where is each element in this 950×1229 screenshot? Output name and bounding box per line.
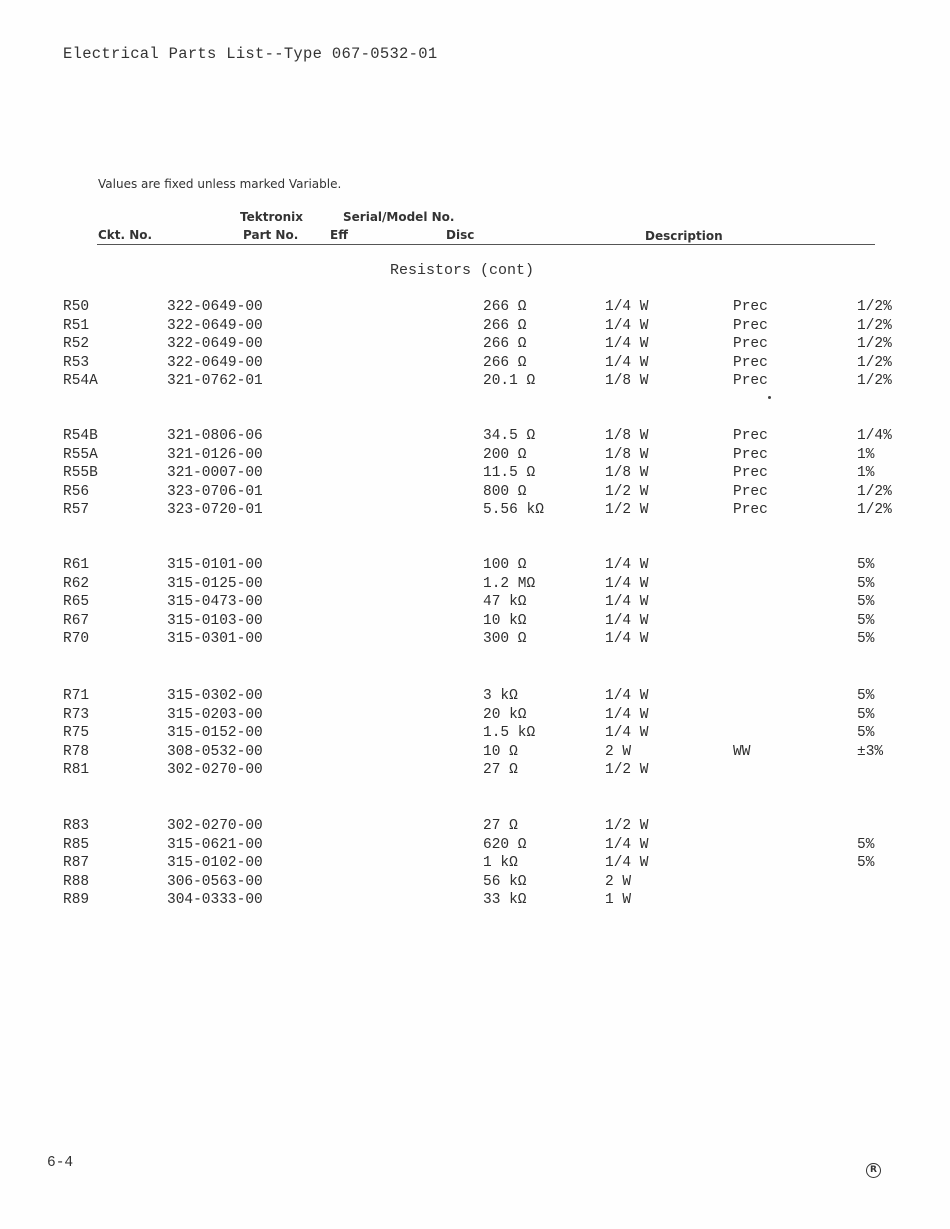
cell-value: 1.2 MΩ xyxy=(483,575,536,592)
cell-part: 315-0103-00 xyxy=(167,612,263,629)
header-description: Description xyxy=(645,229,723,243)
cell-part: 304-0333-00 xyxy=(167,892,263,908)
cell-wattage: 1/4 W xyxy=(605,725,649,741)
cell-part: 315-0203-00 xyxy=(167,706,263,723)
cell-type: Prec xyxy=(733,373,768,389)
cell-value: 34.5 Ω xyxy=(483,428,536,444)
header-disc: Disc xyxy=(446,228,475,242)
cell-ckt: R78 xyxy=(63,743,90,760)
cell-wattage: 1/4 W xyxy=(605,612,649,629)
cell-tolerance: 1/2% xyxy=(857,317,892,334)
cell-part: 315-0102-00 xyxy=(167,855,263,871)
cell-value: 27 Ω xyxy=(483,818,518,834)
cell-ckt: R87 xyxy=(63,855,90,871)
cell-type: Prec xyxy=(733,317,768,334)
cell-tolerance: 5% xyxy=(857,594,875,610)
table-row xyxy=(0,447,950,465)
cell-wattage: 1/4 W xyxy=(605,354,649,371)
table-row xyxy=(0,855,950,873)
cell-ckt: R62 xyxy=(63,575,90,592)
table-row xyxy=(0,502,950,520)
cell-wattage: 1/2 W xyxy=(605,762,649,778)
table-row xyxy=(0,428,950,446)
cell-part: 306-0563-00 xyxy=(167,873,263,890)
cell-wattage: 1/8 W xyxy=(605,373,649,389)
cell-part: 322-0649-00 xyxy=(167,336,263,352)
cell-value: 27 Ω xyxy=(483,762,518,778)
cell-ckt: R57 xyxy=(63,502,90,518)
cell-type: Prec xyxy=(733,446,768,463)
table-row xyxy=(0,874,950,892)
cell-ckt: R50 xyxy=(63,299,90,315)
table-row xyxy=(0,576,950,594)
cell-tolerance: 1/2% xyxy=(857,373,892,389)
table-row xyxy=(0,707,950,725)
cell-tolerance: 1/2% xyxy=(857,299,892,315)
cell-ckt: R65 xyxy=(63,594,90,610)
cell-wattage: 1/2 W xyxy=(605,818,649,834)
cell-value: 11.5 Ω xyxy=(483,465,536,481)
cell-part: 321-0007-00 xyxy=(167,465,263,481)
cell-value: 266 Ω xyxy=(483,336,527,352)
table-row xyxy=(0,373,950,391)
cell-value: 1 kΩ xyxy=(483,855,518,871)
cell-type: Prec xyxy=(733,465,768,481)
header-tektronix: Tektronix xyxy=(240,210,304,224)
cell-part: 322-0649-00 xyxy=(167,317,263,334)
cell-tolerance: 1/4% xyxy=(857,428,892,444)
header-ckt-no: Ckt. No. xyxy=(98,228,153,242)
cell-ckt: R55A xyxy=(63,446,98,463)
cell-wattage: 2 W xyxy=(605,743,632,760)
cell-value: 266 Ω xyxy=(483,354,527,371)
cell-wattage: 1/8 W xyxy=(605,465,649,481)
table-row xyxy=(0,557,950,575)
cell-ckt: R88 xyxy=(63,873,90,890)
registered-mark-icon: R xyxy=(866,1163,881,1178)
cell-wattage: 1/4 W xyxy=(605,836,649,853)
cell-wattage: 1/4 W xyxy=(605,631,649,647)
cell-type: Prec xyxy=(733,354,768,371)
cell-value: 47 kΩ xyxy=(483,594,527,610)
cell-tolerance: 5% xyxy=(857,836,875,853)
cell-ckt: R83 xyxy=(63,818,90,834)
cell-part: 315-0302-00 xyxy=(167,688,263,704)
cell-part: 315-0152-00 xyxy=(167,725,263,741)
cell-value: 620 Ω xyxy=(483,836,527,853)
cell-value: 1.5 kΩ xyxy=(483,725,536,741)
cell-tolerance: 1/2% xyxy=(857,354,892,371)
cell-type: Prec xyxy=(733,336,768,352)
cell-value: 33 kΩ xyxy=(483,892,527,908)
cell-wattage: 2 W xyxy=(605,873,632,890)
table-row xyxy=(0,465,950,483)
cell-value: 266 Ω xyxy=(483,299,527,315)
table-row xyxy=(0,631,950,649)
cell-part: 321-0126-00 xyxy=(167,446,263,463)
cell-ckt: R67 xyxy=(63,612,90,629)
intro-note: Values are fixed unless marked Variable. xyxy=(98,177,342,191)
cell-tolerance: 1% xyxy=(857,446,875,463)
cell-tolerance: 1/2% xyxy=(857,502,892,518)
table-row xyxy=(0,744,950,762)
cell-wattage: 1/4 W xyxy=(605,557,649,573)
cell-ckt: R61 xyxy=(63,557,90,573)
cell-wattage: 1/8 W xyxy=(605,446,649,463)
cell-wattage: 1/4 W xyxy=(605,594,649,610)
cell-part: 315-0125-00 xyxy=(167,575,263,592)
table-row xyxy=(0,299,950,317)
cell-ckt: R53 xyxy=(63,354,90,371)
table-row xyxy=(0,613,950,631)
cell-tolerance: 5% xyxy=(857,706,875,723)
cell-wattage: 1/4 W xyxy=(605,688,649,704)
cell-part: 323-0706-01 xyxy=(167,483,263,500)
cell-wattage: 1/4 W xyxy=(605,575,649,592)
cell-ckt: R51 xyxy=(63,317,90,334)
table-row xyxy=(0,688,950,706)
cell-value: 56 kΩ xyxy=(483,873,527,890)
cell-ckt: R89 xyxy=(63,892,90,908)
cell-type: Prec xyxy=(733,428,768,444)
cell-ckt: R73 xyxy=(63,706,90,723)
cell-value: 100 Ω xyxy=(483,557,527,573)
cell-value: 3 kΩ xyxy=(483,688,518,704)
table-row xyxy=(0,594,950,612)
cell-type: WW xyxy=(733,743,751,760)
header-serial-model: Serial/Model No. xyxy=(343,210,455,224)
table-row xyxy=(0,892,950,910)
cell-wattage: 1 W xyxy=(605,892,632,908)
cell-wattage: 1/4 W xyxy=(605,706,649,723)
cell-tolerance: 1/2% xyxy=(857,483,892,500)
cell-value: 5.56 kΩ xyxy=(483,502,544,518)
cell-type: Prec xyxy=(733,483,768,500)
cell-tolerance: 5% xyxy=(857,855,875,871)
cell-type: Prec xyxy=(733,299,768,315)
cell-tolerance: 1% xyxy=(857,465,875,481)
cell-wattage: 1/4 W xyxy=(605,336,649,352)
table-row xyxy=(0,818,950,836)
cell-part: 315-0473-00 xyxy=(167,594,263,610)
cell-tolerance: ±3% xyxy=(857,743,884,760)
cell-part: 308-0532-00 xyxy=(167,743,263,760)
cell-wattage: 1/2 W xyxy=(605,483,649,500)
cell-part: 302-0270-00 xyxy=(167,762,263,778)
cell-tolerance: 5% xyxy=(857,575,875,592)
section-title: Resistors (cont) xyxy=(390,262,535,279)
cell-ckt: R70 xyxy=(63,631,90,647)
cell-ckt: R52 xyxy=(63,336,90,352)
cell-part: 321-0806-06 xyxy=(167,428,263,444)
table-row xyxy=(0,318,950,336)
cell-wattage: 1/8 W xyxy=(605,428,649,444)
cell-tolerance: 5% xyxy=(857,725,875,741)
cell-tolerance: 5% xyxy=(857,557,875,573)
cell-part: 323-0720-01 xyxy=(167,502,263,518)
header-part-no: Part No. xyxy=(243,228,299,242)
cell-type: Prec xyxy=(733,502,768,518)
cell-part: 315-0621-00 xyxy=(167,836,263,853)
cell-ckt: R55B xyxy=(63,465,98,481)
header-divider xyxy=(97,244,875,245)
cell-ckt: R71 xyxy=(63,688,90,704)
cell-part: 315-0101-00 xyxy=(167,557,263,573)
table-row xyxy=(0,355,950,373)
cell-ckt: R56 xyxy=(63,483,90,500)
cell-value: 200 Ω xyxy=(483,446,527,463)
cell-tolerance: 5% xyxy=(857,612,875,629)
table-row xyxy=(0,762,950,780)
cell-ckt: R54A xyxy=(63,373,98,389)
cell-part: 321-0762-01 xyxy=(167,373,263,389)
cell-value: 20 kΩ xyxy=(483,706,527,723)
cell-value: 800 Ω xyxy=(483,483,527,500)
cell-value: 300 Ω xyxy=(483,631,527,647)
table-row xyxy=(0,725,950,743)
cell-tolerance: 1/2% xyxy=(857,336,892,352)
cell-tolerance: 5% xyxy=(857,688,875,704)
cell-part: 302-0270-00 xyxy=(167,818,263,834)
table-row xyxy=(0,336,950,354)
cell-part: 315-0301-00 xyxy=(167,631,263,647)
cell-wattage: 1/4 W xyxy=(605,317,649,334)
cell-tolerance: 5% xyxy=(857,631,875,647)
header-eff: Eff xyxy=(330,228,348,242)
cell-wattage: 1/4 W xyxy=(605,299,649,315)
cell-wattage: 1/4 W xyxy=(605,855,649,871)
cell-part: 322-0649-00 xyxy=(167,354,263,371)
cell-part: 322-0649-00 xyxy=(167,299,263,315)
table-row xyxy=(0,484,950,502)
table-row xyxy=(0,837,950,855)
cell-value: 10 kΩ xyxy=(483,612,527,629)
page-number: 6-4 xyxy=(47,1155,74,1171)
page-title: Electrical Parts List--Type 067-0532-01 xyxy=(63,45,438,63)
cell-ckt: R75 xyxy=(63,725,90,741)
cell-value: 10 Ω xyxy=(483,743,518,760)
dot-mark xyxy=(768,396,771,399)
cell-value: 20.1 Ω xyxy=(483,373,536,389)
cell-wattage: 1/2 W xyxy=(605,502,649,518)
cell-ckt: R85 xyxy=(63,836,90,853)
cell-value: 266 Ω xyxy=(483,317,527,334)
cell-ckt: R81 xyxy=(63,762,90,778)
cell-ckt: R54B xyxy=(63,428,98,444)
